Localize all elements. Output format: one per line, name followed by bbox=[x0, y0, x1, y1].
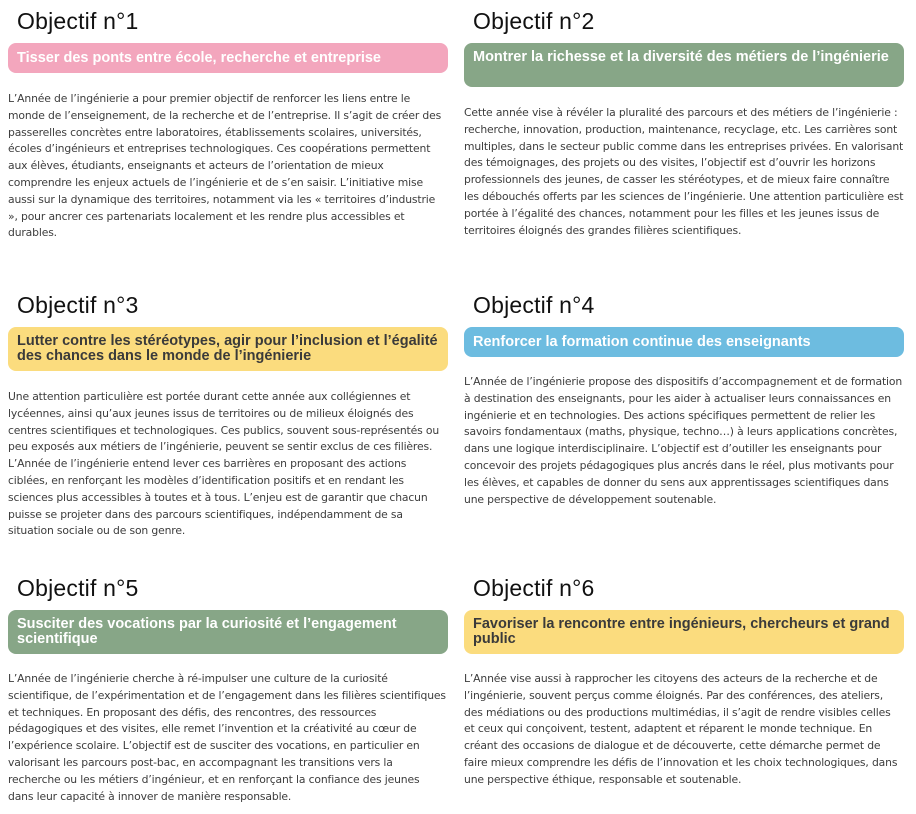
objective-card-3 bbox=[8, 290, 448, 540]
objective-card-4 bbox=[464, 290, 904, 508]
objective-card-5 bbox=[8, 573, 448, 805]
objective-subtitle-banner: Renforcer la formation continue des enseignants bbox=[464, 327, 904, 357]
objective-subtitle-banner: Susciter des vocations par la curiosité et l’engagement scientifique bbox=[8, 610, 448, 654]
objective-subtitle-banner: Montrer la richesse et la diversité des métiers de l’ingénierie bbox=[464, 43, 904, 87]
objective-card-6 bbox=[464, 573, 904, 789]
objective-description: L’Année de l’ingénierie propose des dispositifs d’accompagnement et de formation à destination des enseignants, pour les aider à actualiser leurs connaissances en ingénierie et en technologies. Des actions spécifiques permettent de relier les savoirs fondamentaux (maths, physique, techno…) à leurs applications concrètes, dans une logique interdisciplinaire. L’objectif est d’outiller les enseignants pour concevoir des projets pédagogiques plus ancrés dans le réel, plus motivants pour les élèves, et capables de donner du sens aux apprentissages scientifiques dans une perspective de développement soutenable. bbox=[464, 375, 903, 506]
objective-title: Objectif n°5 bbox=[17, 575, 139, 601]
objective-subtitle-banner: Tisser des ponts entre école, recherche et entreprise bbox=[8, 43, 448, 73]
objective-description: L’Année de l’ingénierie a pour premier objectif de renforcer les liens entre le monde de l’enseignement, de la recherche et de l’entreprise. Il s’agit de créer des passerelles concrètes entre laboratoires, établissements scolaires, universités, écoles d’ingénieurs et entreprises technologiques. Ces coopérations permettent aux élèves, étudiants, enseignants et acteurs de l’orientation de mieux comprendre les enjeux actuels de l’ingénierie et de s’en saisir. L’initiative mise aussi sur la dynamique des territoires, notamment via les « territoires d’industrie », pour ancrer ces partenariats localement et les rendre plus accessibles et durables. bbox=[8, 92, 442, 240]
objective-title: Objectif n°1 bbox=[17, 8, 139, 34]
objective-subtitle-banner: Favoriser la rencontre entre ingénieurs, chercheurs et grand public bbox=[464, 610, 904, 654]
objective-card-1 bbox=[8, 6, 448, 242]
objective-title: Objectif n°2 bbox=[473, 8, 595, 34]
objective-subtitle-banner: Lutter contre les stéréotypes, agir pour l’inclusion et l’égalité des chances dans le monde de l’ingénierie bbox=[8, 327, 448, 371]
objective-description: Cette année vise à révéler la pluralité des parcours et des métiers de l’ingénierie : recherche, innovation, production, maintenance, recyclage, etc. Les carrières sont multiples, dans le secteur public comme dans les entreprises privées. En valorisant des témoignages, des projets ou des visites, l’objectif est d’ouvrir les horizons professionnels des jeunes, de casser les stéréotypes, et de mieux faire connaître les débouchés offerts par les sciences de l’ingénierie. Une attention particulière est portée à l’égalité des chances, notamment pour les filles et les jeunes issus de territoires éloignés des grandes filières scientifiques. bbox=[464, 106, 904, 237]
objective-description: L’Année de l’ingénierie cherche à ré-impulser une culture de la curiosité scientifique, de l’expérimentation et de l’engagement dans les filières scientifiques et techniques. En proposant des défis, des rencontres, des ressources pédagogiques et des visites, elle remet l’invention et la créativité au cœur de l’expérience scolaire. L’objectif est de susciter des vocations, en particulier en valorisant les parcours post-bac, en accompagnant les transitions vers la recherche ou les métiers d’ingénieur, et en renforçant la confiance des jeunes dans leur capacité à innover de manière responsable. bbox=[8, 672, 446, 803]
objective-card-2 bbox=[464, 6, 904, 239]
objective-description: L’Année vise aussi à rapprocher les citoyens des acteurs de la recherche et de l’ingénierie, souvent perçus comme éloignés. Par des conférences, des ateliers, des médiations ou des productions multimédias, il s’agit de rendre visibles celles et ceux qui conçoivent, testent, adaptent et réparent le monde technique. En créant des occasions de dialogue et de découverte, cette démarche permet de faire mieux comprendre les défis de l’innovation et les choix technologiques, dans une perspective éthique, responsable et soutenable. bbox=[464, 672, 898, 786]
objective-title: Objectif n°4 bbox=[473, 292, 595, 318]
objective-title: Objectif n°6 bbox=[473, 575, 595, 601]
objective-title: Objectif n°3 bbox=[17, 292, 139, 318]
objective-description: Une attention particulière est portée durant cette année aux collégiennes et lycéennes, ainsi qu’aux jeunes issus de territoires ou de milieux éloignés des centres scientifiques et technologiques. Ces publics, souvent sous-représentés ou peu exposés aux métiers de l’ingénierie, peuvent se sentir exclus de ces filières. L’Année de l’ingénierie entend lever ces barrières en proposant des actions ciblées, en renforçant les modèles d’identification positifs et en rendant les sciences plus accessibles à toutes et à tous. L’enjeu est de garantir que chacun puisse se projeter dans des parcours scientifiques, indépendamment de sa situation sociale ou de son genre. bbox=[8, 390, 440, 538]
